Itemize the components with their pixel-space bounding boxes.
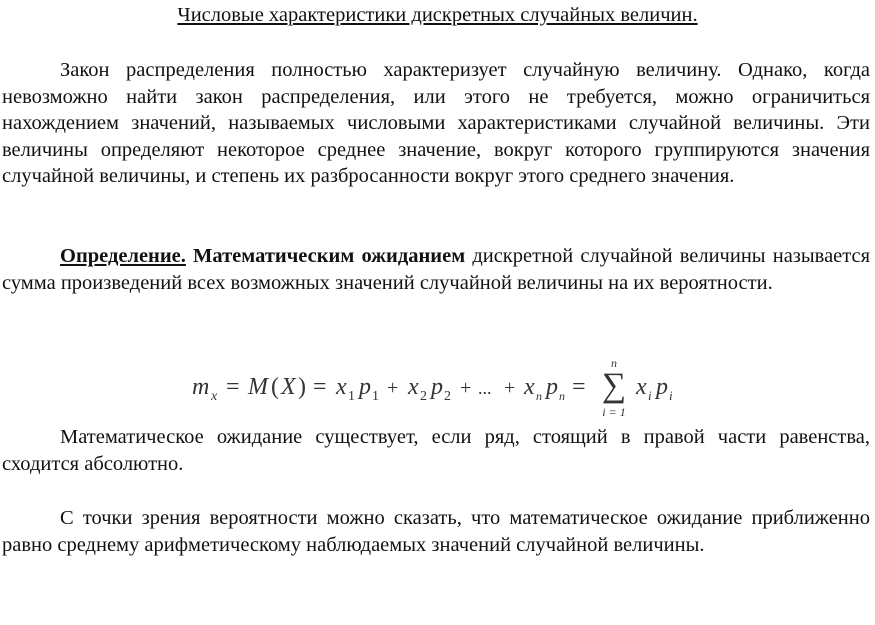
definition-term: Математическим ожиданием [193,245,466,267]
definition-text: дискретной случайной величины называется сумма произведений всех возможных значений случайной величины на их вероятности. [2,245,871,294]
formula-x2: x [408,374,419,400]
formula-p2: p [431,374,443,400]
formula-plus1: + [387,377,399,399]
formula-M: M [248,374,268,400]
formula-plus2: + [460,377,472,399]
formula-dots: ... [478,378,492,398]
formula-xn-sub: n [536,389,542,403]
formula-graphic [190,352,690,424]
formula-eq3: = [572,374,586,400]
page-title: Числовые характеристики дискретных случайных величин. [177,4,698,26]
formula-pn-sub: n [559,389,565,403]
formula-x1: x [336,374,347,400]
sigma-icon: ∑ [601,367,627,404]
formula-pi: p [656,374,668,400]
formula-xn: x [524,374,535,400]
formula-X: X [281,374,296,400]
formula-eq2: = [313,374,327,400]
formula-xi: x [636,374,647,400]
formula-x2-sub: 2 [420,389,427,404]
expectation-formula [190,352,690,424]
formula-sum-lower: i = 1 [602,405,626,419]
interpretation-paragraph: С точки зрения вероятности можно сказать, что математическое ожидание приближенно равно среднему арифметическому наблюдаемых значений случайной величины. [2,507,870,556]
formula-xi-sub: i [648,388,652,403]
formula-sum-upper: n [611,356,617,370]
formula-x1-sub: 1 [348,389,355,404]
definition-label: Определение. [60,245,186,267]
formula-plus3: + [504,377,516,399]
formula-rparen: ) [298,374,306,400]
formula-lparen: ( [271,374,279,400]
formula-pi-sub: i [669,388,673,403]
formula-eq1: = [226,374,240,400]
formula-p1: p [359,374,371,400]
formula-p1-sub: 1 [372,389,379,404]
formula-pn: p [546,374,558,400]
formula-m: m [192,374,210,400]
existence-paragraph: Математическое ожидание существует, если ряд, стоящий в правой части равенства, сходится абсолютно. [2,426,870,475]
definition-paragraph [2,243,870,296]
formula-m-sub: x [211,389,218,404]
intro-paragraph: Закон распределения полностью характеризует случайную величину. Однако, когда невозможно найти закон распределения, или этого не требуется, можно ограничиться нахождением значений, называемых числовыми характеристиками случайной величины. Эти величины определяют некоторое среднее значение, вокруг которого группируются значения случайной величины, и степень их разбросанности вокруг этого среднего значения. [2,59,870,187]
formula-p2-sub: 2 [444,389,451,404]
